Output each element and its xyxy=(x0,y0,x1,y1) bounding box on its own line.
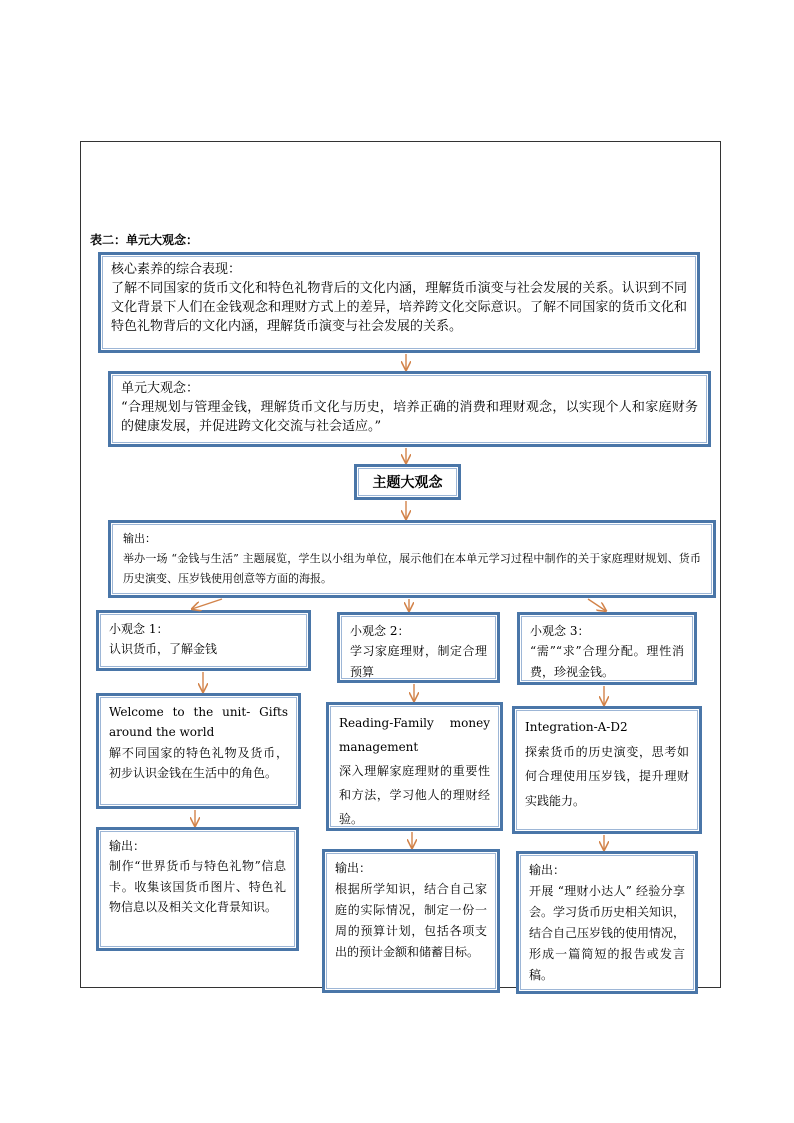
main-output-text: 举办一场 “金钱与生活” 主题展览，学生以小组为单位，展示他们在本单元学习过程中制作的关于家庭理财规划、货币历史演变、压岁钱使用创意等方面的海报。 xyxy=(123,551,701,585)
concept-1-text: 认识货币，了解金钱 xyxy=(109,642,218,657)
core-competency-box xyxy=(98,252,700,353)
concept-1-box xyxy=(96,610,311,671)
concept-2-box xyxy=(337,612,500,683)
main-output-box xyxy=(108,520,716,598)
lesson-1-text: 解不同国家的特色礼物及货币，初步认识金钱在生活中的角色。 xyxy=(109,745,288,781)
output-1-text: 制作“世界货币与特色礼物”信息卡。收集该国货币图片、特色礼物信息以及相关文化背景知识。 xyxy=(109,859,286,915)
output-2-text: 根据所学知识，结合自己家庭的实际情况，制定一份一周的预算计划，包括各项支出的预计金额和储蓄目标。 xyxy=(335,882,487,959)
output-3-text: 开展 “理财小达人” 经验分享会。学习货币历史相关知识，结合自己压岁钱的使用情况，形成一篇简短的报告或发言稿。 xyxy=(529,884,686,982)
lesson-2-text: 深入理解家庭理财的重要性和方法，学习他人的理财经验。 xyxy=(339,764,490,826)
unit-big-idea-text: “合理规划与管理金钱，理解货币文化与历史，培养正确的消费和理财观念，以实现个人和家庭财务的健康发展，并促进跨文化交流与社会适应。” xyxy=(121,399,698,434)
lesson-1-title: Welcome to the unit- Gifts around the world xyxy=(109,705,288,740)
concept-3-text: “需”“求”合理分配。理性消费，珍视金钱。 xyxy=(530,644,684,679)
output-2-heading: 输出： xyxy=(335,861,372,875)
output-1-heading: 输出： xyxy=(109,839,146,853)
core-competency-text: 了解不同国家的货币文化和特色礼物背后的文化内涵，理解货币演变与社会发展的关系。认识到不同文化背景下人们在金钱观念和理财方式上的差异，培养跨文化交际意识。了解不同国家的货币文化和特色礼物背后的文化内涵，理解货币演变与社会发展的关系。 xyxy=(111,280,687,334)
lesson-3-text: 探索货币的历史演变，思考如何合理使用压岁钱，提升理财实践能力。 xyxy=(525,744,689,808)
output-3-box xyxy=(516,851,698,994)
output-2-box xyxy=(322,849,500,993)
concept-3-heading: 小观念 3： xyxy=(530,624,590,638)
lesson-2-title: Reading-Family money management xyxy=(339,716,490,754)
unit-big-idea-heading: 单元大观念： xyxy=(121,381,200,396)
concept-2-heading: 小观念 2： xyxy=(350,624,410,638)
output-1-box xyxy=(96,827,299,951)
concept-1-heading: 小观念 1： xyxy=(109,622,169,636)
concept-2-text: 学习家庭理财，制定合理预算 xyxy=(350,644,487,679)
theme-big-idea-title: 主题大观念 xyxy=(354,464,461,500)
lesson-3-title: Integration-A-D2 xyxy=(525,720,628,734)
lesson-1-box xyxy=(96,693,301,809)
core-competency-heading: 核心素养的综合表现： xyxy=(111,262,242,277)
unit-big-idea-box xyxy=(108,371,711,447)
output-3-heading: 输出： xyxy=(529,863,566,877)
concept-3-box xyxy=(517,612,697,685)
table-caption: 表二：单元大观念： xyxy=(90,233,199,247)
lesson-3-box xyxy=(512,706,702,834)
lesson-2-box xyxy=(326,702,503,831)
main-output-heading: 输出： xyxy=(123,532,156,545)
